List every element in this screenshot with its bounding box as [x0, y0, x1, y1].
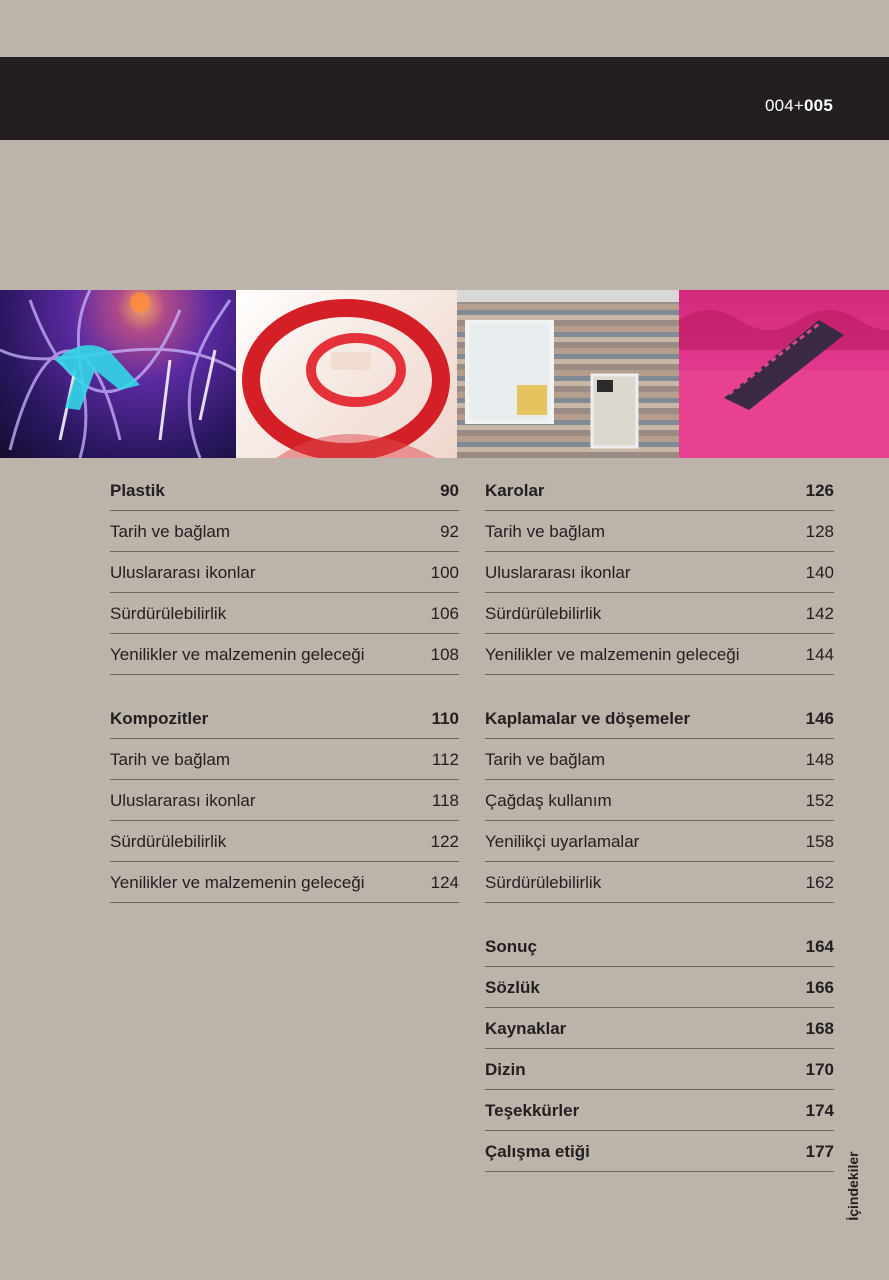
toc-entry-row[interactable]: Uluslararası ikonlar 140: [485, 552, 834, 593]
header-bar: [0, 57, 889, 140]
toc-left-column: [110, 470, 459, 903]
section-side-label: İçindekiler: [845, 1151, 861, 1221]
toc-entry-row[interactable]: Çağdaş kullanım 152: [485, 780, 834, 821]
photo-strip: [0, 290, 889, 458]
toc-entry-row[interactable]: Uluslararası ikonlar 100: [110, 552, 459, 593]
tiled-wall-office-photo: [457, 290, 679, 458]
red-loop-interior-photo: [236, 290, 457, 458]
toc-entry-row[interactable]: Uluslararası ikonlar 118: [110, 780, 459, 821]
toc-right-column: [485, 470, 834, 1172]
toc-entry-row[interactable]: Yenilikler ve malzemenin geleceği 108: [110, 634, 459, 675]
toc-entry-row[interactable]: Sürdürülebilirlik 122: [110, 821, 459, 862]
purple-neon-installation-photo: [0, 290, 236, 458]
toc-chapter-row[interactable]: Kompozitler 110: [110, 698, 459, 739]
toc-entry-row[interactable]: Tarih ve bağlam 148: [485, 739, 834, 780]
toc-chapter-row[interactable]: Kaplamalar ve döşemeler 146: [485, 698, 834, 739]
toc-entry-row[interactable]: Sürdürülebilirlik 162: [485, 862, 834, 903]
toc-backmatter-row[interactable]: Sonuç 164: [485, 926, 834, 967]
toc-backmatter-row[interactable]: Sözlük 166: [485, 967, 834, 1008]
toc-backmatter-row[interactable]: Çalışma etiği 177: [485, 1131, 834, 1172]
toc-entry-row[interactable]: Sürdürülebilirlik 106: [110, 593, 459, 634]
toc-backmatter-row[interactable]: Dizin 170: [485, 1049, 834, 1090]
toc-entry-row[interactable]: Yenilikler ve malzemenin geleceği 144: [485, 634, 834, 675]
page-number: 004+005: [764, 96, 833, 115]
pink-felt-sofa-photo: [679, 290, 889, 458]
toc-entry-row[interactable]: Sürdürülebilirlik 142: [485, 593, 834, 634]
toc-entry-row[interactable]: Tarih ve bağlam 128: [485, 511, 834, 552]
toc-entry-row[interactable]: Yenilikler ve malzemenin geleceği 124: [110, 862, 459, 903]
toc-backmatter-row[interactable]: Teşekkürler 174: [485, 1090, 834, 1131]
toc-entry-row[interactable]: Yenilikçi uyarlamalar 158: [485, 821, 834, 862]
toc-backmatter-row[interactable]: Kaynaklar 168: [485, 1008, 834, 1049]
toc-entry-row[interactable]: Tarih ve bağlam 92: [110, 511, 459, 552]
toc-chapter-row[interactable]: Karolar 126: [485, 470, 834, 511]
toc-entry-row[interactable]: Tarih ve bağlam 112: [110, 739, 459, 780]
toc-chapter-row[interactable]: Plastik 90: [110, 470, 459, 511]
